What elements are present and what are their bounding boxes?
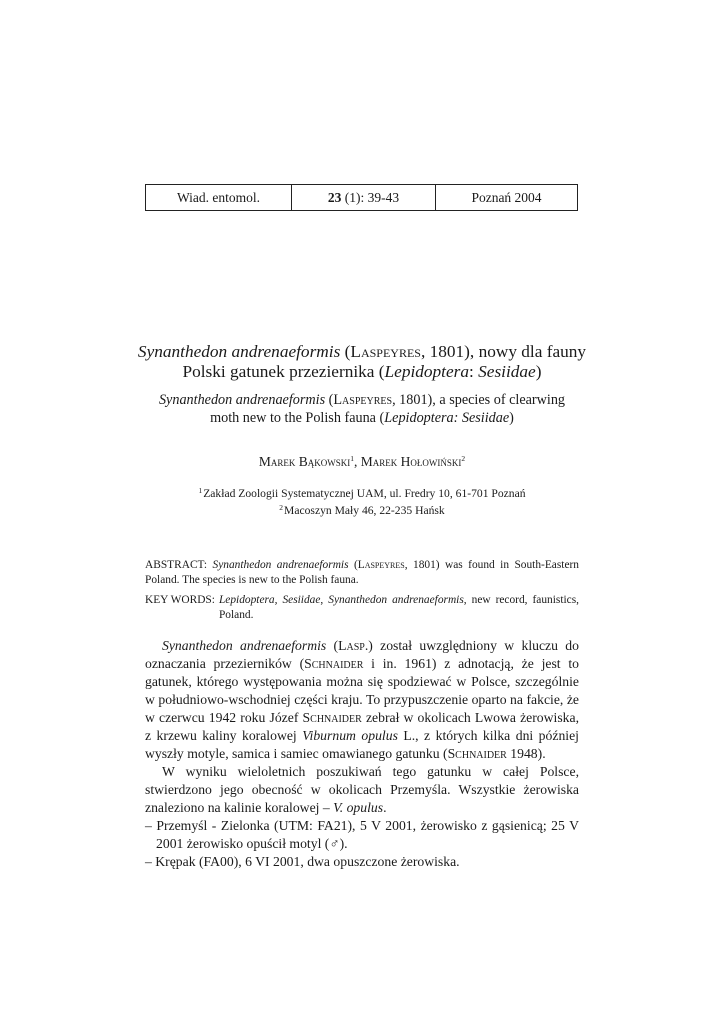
title-text: :: [469, 362, 479, 381]
author-name: Marek Hołowiński: [360, 454, 462, 469]
title-en-taxa: Lepidoptera: Sesiidae: [384, 410, 510, 426]
affiliation-text: Zakład Zoologii Systematycznej UAM, ul. Fredry 10, 61-701 Poznań: [203, 487, 526, 500]
abstract: [145, 558, 579, 587]
paragraph-text: zebrał w okolicach Lwowa żerowiska, z krzewu kaliny koralowej: [145, 710, 579, 743]
abstract-text: , 1801) was found in South-Eastern Poland. The species is new to the Polish fauna.: [145, 559, 579, 586]
author-affil-marker: 2: [461, 454, 466, 463]
title-en-text: ): [509, 410, 514, 426]
title-en-author-citation: Laspeyres: [333, 392, 393, 408]
locality-record: – Przemyśl - Zielonka (UTM: FA21), 5 V 2001, żerowisko z gąsienicą; 25 V 2001 żerowisko opuścił motyl (♂).: [145, 818, 579, 851]
author-affil-marker: 1: [350, 454, 354, 463]
author-line: [90, 454, 634, 470]
species-name: Synanthedon andrenaeformis: [162, 638, 327, 653]
title-order: Lepidoptera: [384, 362, 470, 381]
affiliation: [90, 503, 634, 517]
title-polish: [90, 342, 634, 382]
issue-pages: (1): 39-43: [344, 189, 400, 205]
volume-number: 23: [327, 189, 342, 205]
keywords-separator: ,: [320, 594, 329, 606]
citation-author: Schnaider: [447, 746, 507, 761]
title-text: ): [535, 362, 542, 381]
keywords-species: Synanthedon andrenaeformis: [328, 594, 464, 606]
affiliation: [90, 486, 634, 500]
plant-name: Viburnum opulus: [302, 728, 398, 743]
plant-name: V. opulus: [333, 800, 384, 815]
author-separator: ,: [354, 454, 361, 469]
citation-author: Schnaider: [304, 656, 364, 671]
main-text: [145, 637, 579, 871]
title-text: Polski gatunek przeziernika (: [182, 362, 385, 381]
paragraph-text: 1948).: [506, 746, 546, 761]
paragraph-text: i in. 1961) z adnotacją, że jest to gatunek, którego występowania można się spodziewać w Polsce, szczególnie w południowo-wschodniej części kraju. To przypuszczenie oparto na fakcie, że w czerwcu 1942 roku Józef: [145, 656, 579, 725]
abstract-text: (: [348, 559, 358, 571]
keywords-list: [219, 593, 579, 622]
keywords: [145, 593, 579, 622]
title-en-text: (: [325, 392, 334, 408]
volume-issue-pages: [292, 185, 436, 210]
paragraph: [145, 637, 579, 763]
place-year: Poznań 2004: [471, 189, 542, 205]
paragraph-text: .: [383, 800, 387, 815]
author-abbreviation: Lasp.: [338, 638, 369, 653]
title-species: Synanthedon andrenaeformis: [137, 342, 341, 361]
locality-record: – Krępak (FA00), 6 VI 2001, dwa opuszczone żerowiska.: [145, 854, 460, 869]
affiliation-marker: 1: [198, 486, 203, 495]
journal-header-box: [145, 184, 578, 211]
title-text: (: [340, 342, 351, 361]
paragraph-text: W wyniku wieloletnich poszukiwań tego gatunku w całej Polsce, stwierdzono jego obecność w okolicach Przemyśla. Wszystkie żerowiska znaleziono na kalinie koralowej –: [145, 764, 579, 815]
keywords-label: KEY WORDS:: [145, 594, 215, 606]
paragraph-text: ) został uwzględniony w kluczu do oznaczania przezierników (: [145, 638, 579, 671]
paragraph: [145, 763, 579, 817]
title-family: Sesiidae: [478, 362, 536, 381]
keywords-text: , new record, faunistics, Poland.: [218, 594, 580, 621]
title-author-citation: Laspeyres: [350, 342, 421, 361]
abstract-species: Synanthedon andrenaeformis: [212, 559, 349, 571]
journal-name: Wiad. entomol.: [146, 185, 292, 210]
paragraph-text: L., z których kilka dni później wyszły motyle, samica i samiec omawianego gatunku (: [145, 728, 579, 761]
title-en-text: moth new to the Polish fauna (: [210, 410, 385, 426]
keywords-taxa: Lepidoptera, Sesiidae: [218, 594, 321, 606]
title-english: [110, 391, 614, 427]
affiliation-text: Macoszyn Mały 46, 22-235 Hańsk: [284, 504, 445, 517]
abstract-label: ABSTRACT:: [145, 559, 213, 571]
citation-author: Schnaider: [302, 710, 362, 725]
paragraph-text: (: [326, 638, 339, 653]
author-name: Marek Bąkowski: [258, 454, 351, 469]
abstract-author-citation: Laspeyres: [357, 559, 405, 571]
title-en-text: , 1801), a species of clearwing: [392, 392, 566, 408]
title-text: , 1801), nowy dla fauny: [420, 342, 587, 361]
title-en-species: Synanthedon andrenaeformis: [158, 392, 326, 408]
affiliation-marker: 2: [279, 503, 284, 512]
